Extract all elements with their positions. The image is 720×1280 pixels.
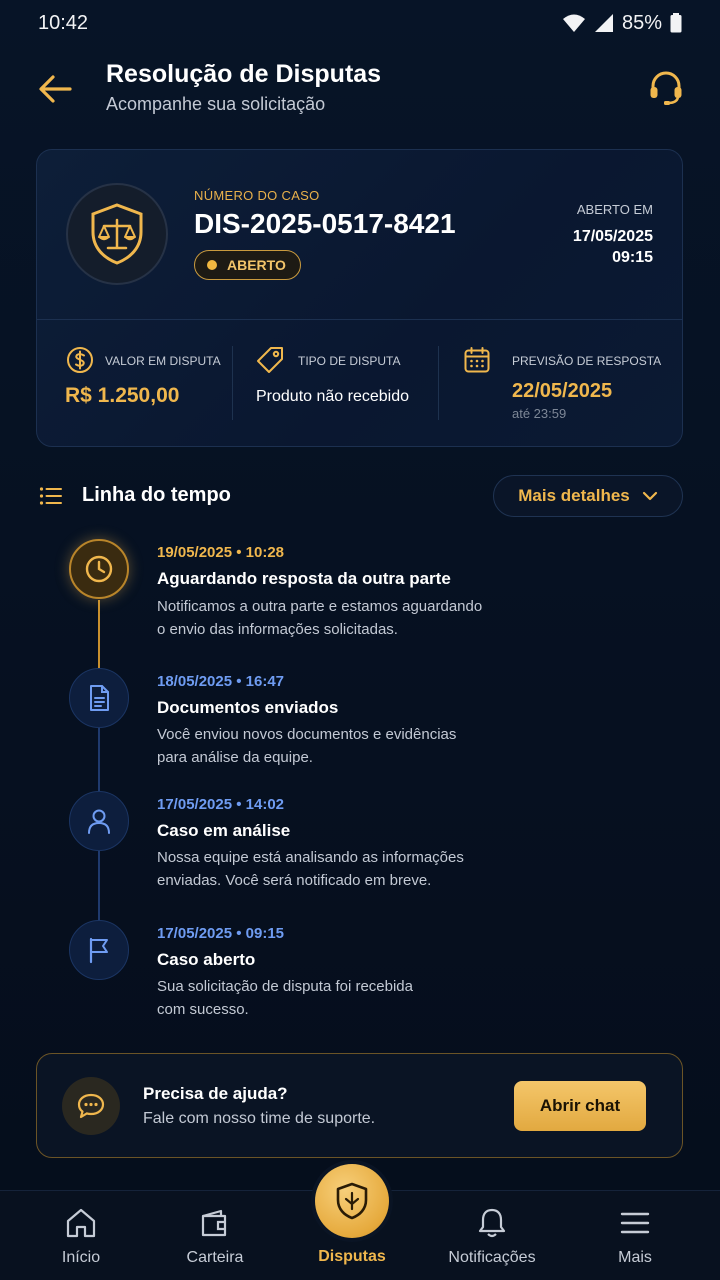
- nav-item-notificacoes[interactable]: [437, 1191, 547, 1280]
- nav-item-disputas[interactable]: [315, 1164, 389, 1238]
- shield-icon: [335, 1182, 369, 1220]
- open-chat-button[interactable]: Abrir chat: [514, 1081, 646, 1131]
- case-badge: [66, 183, 168, 285]
- dollar-circle-icon: [66, 346, 94, 379]
- event-date: 18/05/2025 • 16:47: [157, 673, 285, 690]
- timeline-node: [69, 791, 129, 851]
- event-title: Documentos enviados: [157, 698, 339, 717]
- status-bar: [0, 0, 720, 46]
- nav-label-disputas: Disputas: [318, 1248, 386, 1265]
- event-date: 19/05/2025 • 10:28: [157, 544, 285, 561]
- event-date: 17/05/2025 • 14:02: [157, 796, 285, 813]
- back-button[interactable]: [36, 70, 74, 108]
- timeline-connector: [98, 851, 100, 921]
- clock-icon: [84, 554, 114, 584]
- tag-icon: [255, 346, 285, 379]
- chat-bubble-icon: [62, 1077, 120, 1135]
- shield-scales-icon: [88, 202, 146, 266]
- wifi-icon: [562, 13, 586, 33]
- opened-time: 09:15: [612, 249, 653, 266]
- status-badge: [194, 250, 301, 280]
- timeline-title: Linha do tempo: [82, 484, 231, 506]
- menu-icon: [618, 1207, 652, 1244]
- info-label: PREVISÃO DE RESPOSTA: [512, 354, 662, 368]
- user-icon: [85, 807, 113, 835]
- timeline-node: [69, 668, 129, 728]
- help-title: Precisa de ajuda?: [143, 1084, 288, 1103]
- more-details-label: Mais detalhes: [518, 486, 630, 505]
- info-dispute-type: [233, 320, 439, 447]
- page-title: Resolução de Disputas: [106, 60, 382, 88]
- help-card: [36, 1053, 683, 1158]
- flag-icon: [86, 936, 112, 964]
- status-badge-label: ABERTO: [227, 257, 286, 273]
- document-icon: [86, 684, 112, 712]
- nav-item-mais[interactable]: [580, 1191, 690, 1280]
- event-title: Caso aberto: [157, 950, 256, 969]
- info-label: VALOR EM DISPUTA: [105, 354, 221, 368]
- nav-item-carteira[interactable]: [160, 1191, 270, 1280]
- event-description: Sua solicitação de disputa foi recebida com sucesso.: [157, 978, 413, 1018]
- chevron-down-icon: [642, 491, 658, 501]
- response-deadline-note: até 23:59: [512, 406, 567, 421]
- arrow-left-icon: [38, 74, 72, 104]
- opened-date: 17/05/2025: [572, 228, 653, 245]
- event-date: 17/05/2025 • 09:15: [157, 925, 285, 942]
- battery-icon: [670, 13, 682, 33]
- opened-label: ABERTO EM: [576, 202, 653, 217]
- nav-label: Carteira: [186, 1249, 244, 1266]
- timeline-connector: [98, 600, 100, 668]
- info-response-forecast: [439, 320, 683, 447]
- nav-label: Mais: [618, 1249, 652, 1266]
- nav-label: Notificações: [448, 1249, 536, 1266]
- timeline-node: [69, 539, 129, 599]
- dispute-value: R$ 1.250,00: [65, 384, 180, 407]
- wallet-icon: [198, 1207, 232, 1244]
- info-dispute-value: [37, 320, 233, 447]
- bell-icon: [475, 1207, 509, 1244]
- event-description: Nossa equipe está analisando as informações enviadas. Você será notificado em breve.: [157, 849, 464, 889]
- case-number: DIS-2025-0517-8421: [194, 208, 456, 239]
- status-dot: [207, 260, 217, 270]
- timeline-connector: [98, 728, 100, 792]
- event-description: Você enviou novos documentos e evidências para análise da equipe.: [157, 726, 457, 766]
- page-subtitle: Acompanhe sua solicitação: [106, 94, 326, 114]
- help-subtitle: Fale com nosso time de suporte.: [143, 1110, 376, 1127]
- status-time: 10:42: [38, 11, 89, 34]
- signal-icon: [594, 13, 614, 33]
- case-card: [36, 149, 683, 447]
- nav-label: Início: [61, 1249, 101, 1266]
- timeline-header: [36, 475, 683, 517]
- support-button[interactable]: [646, 68, 686, 108]
- home-icon: [64, 1207, 98, 1244]
- event-description: Notificamos a outra parte e estamos aguardando o envio das informações solicitadas.: [157, 598, 483, 638]
- case-number-label: NÚMERO DO CASO: [194, 188, 320, 203]
- more-details-button[interactable]: [493, 475, 683, 517]
- event-title: Aguardando resposta da outra parte: [157, 569, 451, 588]
- header: [0, 58, 720, 128]
- battery-percent: 85%: [621, 11, 662, 34]
- timeline-node: [69, 920, 129, 980]
- response-date: 22/05/2025: [512, 380, 613, 402]
- event-title: Caso em análise: [157, 821, 291, 840]
- calendar-icon: [463, 346, 491, 379]
- nav-item-inicio[interactable]: [26, 1191, 136, 1280]
- info-label: TIPO DE DISPUTA: [298, 354, 401, 368]
- list-icon: [39, 486, 63, 511]
- headset-icon: [648, 70, 684, 106]
- dispute-type: Produto não recebido: [256, 388, 409, 405]
